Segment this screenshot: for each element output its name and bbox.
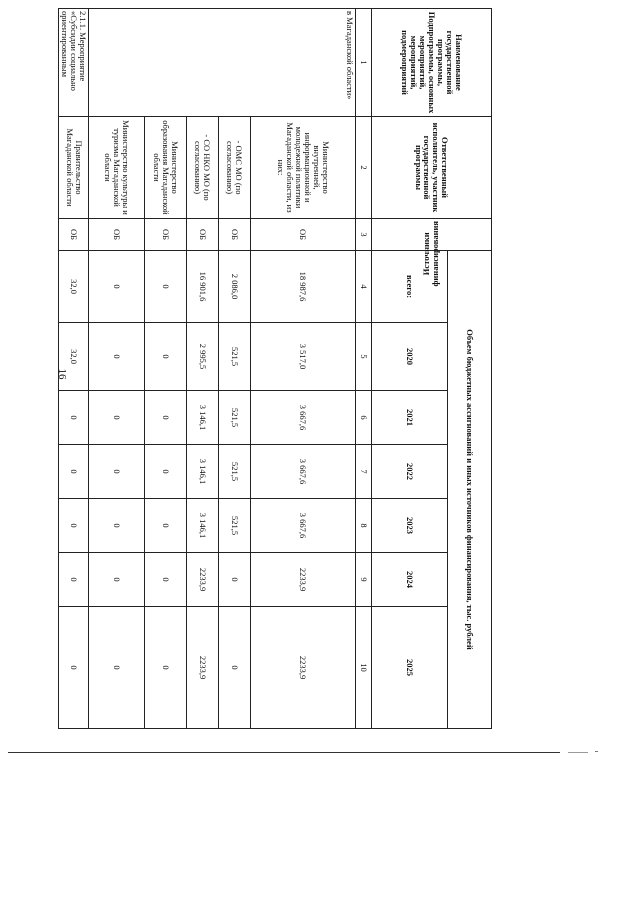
budget-table [58,8,492,729]
value-cell: 3 667,6 [251,445,356,499]
value-cell: 2233,9 [251,607,356,729]
header-year-2021: 2021 [372,391,448,445]
table-row [89,9,145,729]
value-cell: 0 [59,553,89,607]
value-cell: 18 987,6 [251,251,356,323]
source-cell: ОБ [187,219,219,251]
page-number: 16 [56,368,68,380]
header-year-2022: 2022 [372,445,448,499]
executor-cell: Министерство образования Магаданской области [145,117,187,219]
value-cell: 0 [59,499,89,553]
rotated-table-sheet [60,8,492,728]
value-cell: 3 146,1 [187,445,219,499]
group-name-cell: в Магаданской области» [89,9,356,117]
value-cell: 2233,9 [187,607,219,729]
source-cell: ОБ [251,219,356,251]
executor-cell: - СО НКО МО (по согласованию) [187,117,219,219]
value-cell: 0 [219,553,251,607]
page-divider-dot [595,751,598,752]
col-number: 7 [356,445,372,499]
col-number: 2 [356,117,372,219]
value-cell: 0 [145,251,187,323]
col-number: 10 [356,607,372,729]
value-cell: 0 [145,553,187,607]
value-cell: 521,5 [219,323,251,391]
header-executor: Ответственный исполнитель, участник государственной программы [372,117,492,219]
value-cell: 521,5 [219,499,251,553]
source-cell: ОБ [219,219,251,251]
value-cell: 3 667,6 [251,499,356,553]
col-number: 4 [356,251,372,323]
col-number: 3 [356,219,372,251]
value-cell: 0 [59,607,89,729]
header-volume: Объем бюджетных ассигнований и иных источников финансирования, тыс. рублей [448,251,492,729]
header-source-text: Источники финансирования [421,220,441,287]
value-cell: 0 [145,391,187,445]
value-cell: 0 [89,553,145,607]
value-cell: 0 [89,607,145,729]
value-cell: 3 667,6 [251,391,356,445]
source-cell: ОБ [59,219,89,251]
value-cell: 0 [89,499,145,553]
header-year-2025: 2025 [372,607,448,729]
page-divider-line [8,752,560,753]
value-cell: 2233,9 [187,553,219,607]
table-row [59,9,89,729]
executor-cell: Правительство Магаданской области [59,117,89,219]
value-cell: 0 [89,445,145,499]
value-cell: 0 [89,391,145,445]
table-row [251,9,356,729]
value-cell: 521,5 [219,445,251,499]
value-cell: 0 [89,251,145,323]
executor-cell: - ОМС МО (по согласованию) [219,117,251,219]
value-cell: 0 [145,499,187,553]
value-cell: 0 [145,323,187,391]
header-total: всего: [372,251,448,323]
col-number: 5 [356,323,372,391]
value-cell: 32,0 [59,323,89,391]
measure-name-cell: 2.1.1. Мероприятие «Субсидии социально ориентированным [59,9,89,117]
col-number: 8 [356,499,372,553]
col-number: 6 [356,391,372,445]
header-year-2023: 2023 [372,499,448,553]
value-cell: 32,0 [59,251,89,323]
header-name: Наименование государственной программы, Подпрограммы, основных мероприятий, мероприятий, подмероприятий [372,9,492,117]
value-cell: 0 [59,445,89,499]
value-cell: 2 995,5 [187,323,219,391]
table-row [219,9,251,729]
value-cell: 16 901,6 [187,251,219,323]
table-row [145,9,187,729]
executor-cell: Министерство культуры и туризма Магаданской области [89,117,145,219]
value-cell: 521,5 [219,391,251,445]
value-cell: 0 [145,445,187,499]
source-cell: ОБ [145,219,187,251]
value-cell: 0 [89,323,145,391]
value-cell: 0 [145,607,187,729]
value-cell: 3 146,1 [187,391,219,445]
col-number: 1 [356,9,372,117]
page-divider-line-short [568,752,588,753]
table-row [187,9,219,729]
value-cell: 3 517,0 [251,323,356,391]
value-cell: 3 146,1 [187,499,219,553]
source-cell: ОБ [89,219,145,251]
value-cell: 0 [59,391,89,445]
value-cell: 0 [219,607,251,729]
header-year-2024: 2024 [372,553,448,607]
value-cell: 2 086,0 [219,251,251,323]
value-cell: 2233,9 [251,553,356,607]
col-number: 9 [356,553,372,607]
executor-cell: Министерство внутренней, информационной и молодежной политики Магаданской области, из них: [251,117,356,219]
header-year-2020: 2020 [372,323,448,391]
